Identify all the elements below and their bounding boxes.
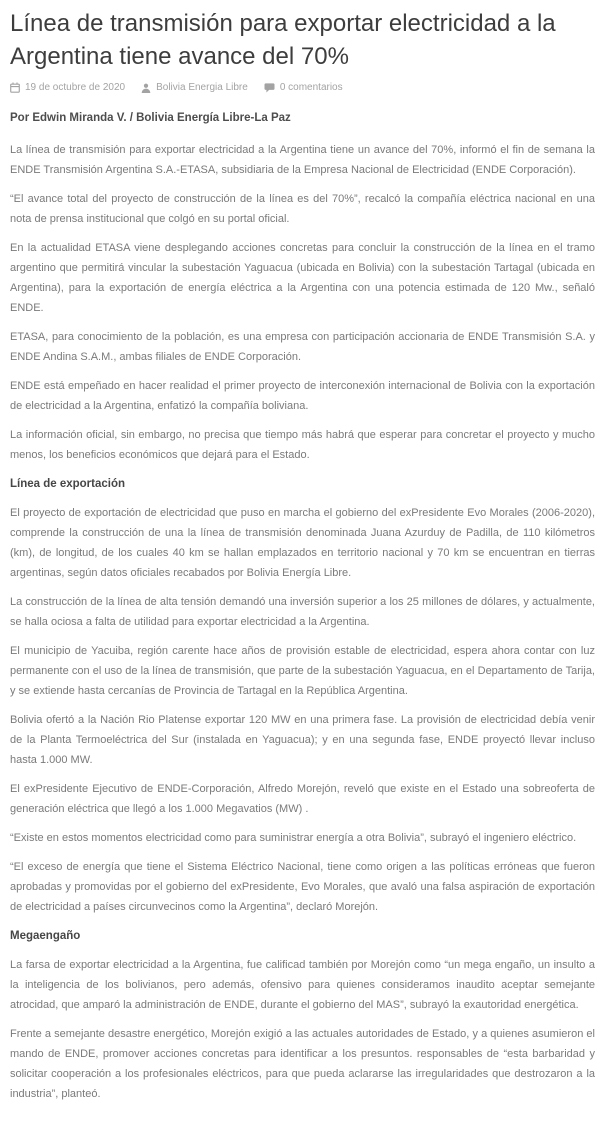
paragraph: El municipio de Yacuiba, región carente hace años de provisión estable de electricidad, espera ahora contar con luz permanente con el uso de la línea de transmisión, que parte de la subestación Yaguacua, en el Departamento de Tarija, y se extiende hasta cercanías de Provincia de Tartagal en la República Argentina. <box>10 645 595 697</box>
paragraph: En la actualidad ETASA viene desplegando acciones concretas para concluir la construcción de la línea en el tramo argentino que permitirá vincular la subestación Yaguacua (ubicada en Bolivia) con la subestación Tartagal (ubicada en Argentina), para la exportación de energía eléctrica a la Argentina con una potencia estimada de 120 Mw., señaló ENDE. <box>10 242 595 314</box>
paragraph: ENDE está empeñado en hacer realidad el primer proyecto de interconexión internacional de Bolivia con la exportación de electricidad a la Argentina, enfatizó la compañía boliviana. <box>10 380 595 412</box>
article-body <box>10 140 595 1104</box>
post-date-label: 19 de octubre de 2020 <box>25 82 126 93</box>
post-author-label: Bolivia Energia Libre <box>156 82 248 93</box>
paragraph: El exPresidente Ejecutivo de ENDE-Corporación, Alfredo Morejón, reveló que existe en el Estado una sobreoferta de generación eléctrica que llegó a los 1.000 Megavatios (MW) . <box>10 783 595 815</box>
paragraph: La farsa de exportar electricidad a la Argentina, fue calificad también por Morejón como “un mega engaño, un insulto a la inteligencia de los bolivianos, pero además, ofensivo para quienes consideramos inaudito aceptar semejante atrocidad, que amparó la administración de ENDE, durante el gobierno del MAS”, subrayó la exautoridad energética. <box>10 959 595 1011</box>
post-comments-label: 0 comentarios <box>279 82 343 93</box>
paragraph: Bolivia ofertó a la Nación Rio Platense exportar 120 MW en una primera fase. La provisión de electricidad debía venir de la Planta Termoeléctrica del Sur (instalada en Yaguacua); y en una segunda fase, ENDE proyectó llevar incluso hasta 1.000 MW. <box>10 714 595 766</box>
paragraph: “El exceso de energía que tiene el Sistema Eléctrico Nacional, tiene como origen a las políticas erróneas que fueron aprobadas y promovidas por el gobierno del exPresidente, Evo Morales, que avaló una falsa aspiración de exportación de electricidad a países circunvecinos como la Argentina”, declaró Morejón. <box>10 861 595 913</box>
paragraph: El proyecto de exportación de electricidad que puso en marcha el gobierno del exPresidente Evo Morales (2006-2020), comprende la construcción de una la línea de transmisión denominada Juana Azurduy de Padilla, de 110 kilómetros (km), de longitud, de los cuales 40 km se hallan emplazados en territorio nacional y 70 km se encuentran en tierras argentinas, según datos oficiales recabados por Bolivia Energía Libre. <box>10 507 595 579</box>
paragraph: “Existe en estos momentos electricidad como para suministrar energía a otra Bolivia”, subrayó el ingeniero eléctrico. <box>10 832 577 844</box>
article <box>10 7 595 1104</box>
paragraph: La información oficial, sin embargo, no precisa que tiempo más habrá que esperar para concretar el proyecto y mucho menos, los beneficios económicos que dejará para el Estado. <box>10 429 595 461</box>
calendar-icon <box>10 82 20 93</box>
comment-bubble-icon <box>264 83 275 93</box>
post-comments-link[interactable] <box>264 82 343 93</box>
paragraph: La línea de transmisión para exportar electricidad a la Argentina tiene un avance del 70%, informó el fin de semana la ENDE Transmisión Argentina S.A.-ETASA, subsidiaria de la Empresa Nacional de Electricidad (ENDE Corporación). <box>10 144 595 176</box>
page-title: Línea de transmisión para exportar electricidad a la Argentina tiene avance del 70% <box>10 10 556 70</box>
post-meta <box>10 82 595 93</box>
section-heading-linea-de-exportacion: Línea de exportación <box>10 478 126 490</box>
paragraph: Frente a semejante desastre energético, Morejón exigió a las actuales autoridades de Estado, y a quienes asumieron el mando de ENDE, promover acciones concretas para identificar a los presuntos. responsables de “esta barbaridad y solicitar cooperación a los profesionales eléctricos, para que pueda aclararse las irregularidades que destrozaron a la industria”, planteó. <box>10 1028 595 1100</box>
section-heading-megaengano: Megaengaño <box>10 930 81 942</box>
post-author-link[interactable] <box>141 82 248 93</box>
paragraph: ETASA, para conocimiento de la población, es una empresa con participación accionaria de ENDE Transmisión S.A. y ENDE Andina S.A.M., ambas filiales de ENDE Corporación. <box>10 331 595 363</box>
paragraph: La construcción de la línea de alta tensión demandó una inversión superior a los 25 millones de dólares, y actualmente, se halla ociosa a falta de utilidad para exportar electricidad a la Argentina. <box>10 596 595 628</box>
post-date-link[interactable] <box>10 82 125 93</box>
user-icon <box>141 83 151 93</box>
paragraph: “El avance total del proyecto de construcción de la línea es del 70%”, recalcó la compañía eléctrica nacional en una nota de prensa institucional que colgó en su portal oficial. <box>10 193 595 225</box>
byline: Por Edwin Miranda V. / Bolivia Energía Libre-La Paz <box>10 112 291 124</box>
